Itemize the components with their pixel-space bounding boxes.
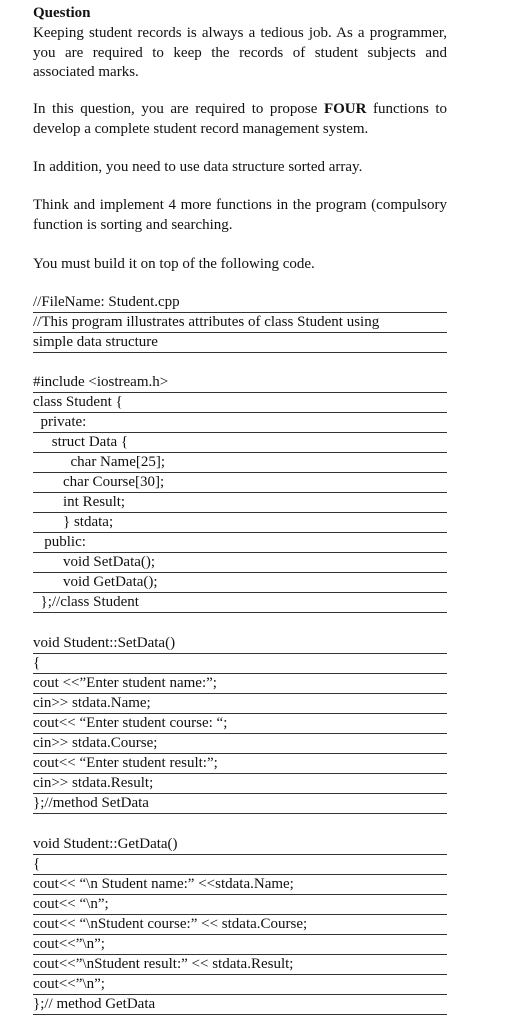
code-line: void SetData(); bbox=[33, 552, 447, 573]
code-line: struct Data { bbox=[33, 432, 447, 453]
code-line: public: bbox=[33, 532, 447, 553]
code-line: char Name[25]; bbox=[33, 452, 447, 473]
data-structure-paragraph: In addition, you need to use data structure sorted array. bbox=[33, 159, 363, 175]
code-line: cout <<”Enter student name:”; bbox=[33, 673, 447, 694]
code-line: cin>> stdata.Result; bbox=[33, 773, 447, 794]
code-line: cin>> stdata.Name; bbox=[33, 693, 447, 714]
code-line: cout<< “Enter student course: “; bbox=[33, 713, 447, 734]
requirement-paragraph bbox=[33, 100, 447, 139]
code-line: void Student::GetData() bbox=[33, 834, 447, 855]
code-line: { bbox=[33, 653, 447, 674]
build-paragraph: You must build it on top of the following code. bbox=[33, 256, 315, 272]
requirement-emphasis: FOUR bbox=[323, 101, 367, 117]
code-line: cout<<”\n”; bbox=[33, 974, 447, 995]
code-line: simple data structure bbox=[33, 332, 447, 353]
code-line: cout<< “\n Student name:” <<stdata.Name; bbox=[33, 874, 447, 895]
code-line: { bbox=[33, 854, 447, 875]
code-line: };//class Student bbox=[33, 592, 447, 613]
requirement-text-start: In this question, you are required to propose bbox=[33, 101, 324, 117]
implement-paragraph: Think and implement 4 more functions in the program (compulsory function is sorting and searching. bbox=[33, 197, 447, 233]
code-line: //This program illustrates attributes of class Student using bbox=[33, 312, 447, 333]
code-line: cin>> stdata.Course; bbox=[33, 733, 447, 754]
intro-paragraph: Keeping student records is always a tedious job. As a programmer, you are required to keep the records of student subjects and associated marks. bbox=[33, 25, 447, 80]
code-line: private: bbox=[33, 412, 447, 433]
code-line: cout<< “\nStudent course:” << stdata.Course; bbox=[33, 914, 447, 935]
code-line: cout<< “\n”; bbox=[33, 894, 447, 915]
code-line: #include <iostream.h> bbox=[33, 372, 447, 393]
question-heading: Question bbox=[33, 5, 91, 21]
code-line: void Student::SetData() bbox=[33, 633, 447, 654]
code-line: cout<<”\nStudent result:” << stdata.Result; bbox=[33, 954, 447, 975]
code-line: };//method SetData bbox=[33, 793, 447, 814]
code-line: cout<< “Enter student result:”; bbox=[33, 753, 447, 774]
requirement-text-end: functions to develop a complete student record management system. bbox=[33, 101, 447, 137]
code-line: } stdata; bbox=[33, 512, 447, 533]
code-line: void GetData(); bbox=[33, 572, 447, 593]
code-line: char Course[30]; bbox=[33, 472, 447, 493]
code-line: };// method GetData bbox=[33, 994, 447, 1015]
code-line: int Result; bbox=[33, 492, 447, 513]
code-line: //FileName: Student.cpp bbox=[33, 292, 447, 313]
code-line: cout<<”\n”; bbox=[33, 934, 447, 955]
code-line: class Student { bbox=[33, 392, 447, 413]
